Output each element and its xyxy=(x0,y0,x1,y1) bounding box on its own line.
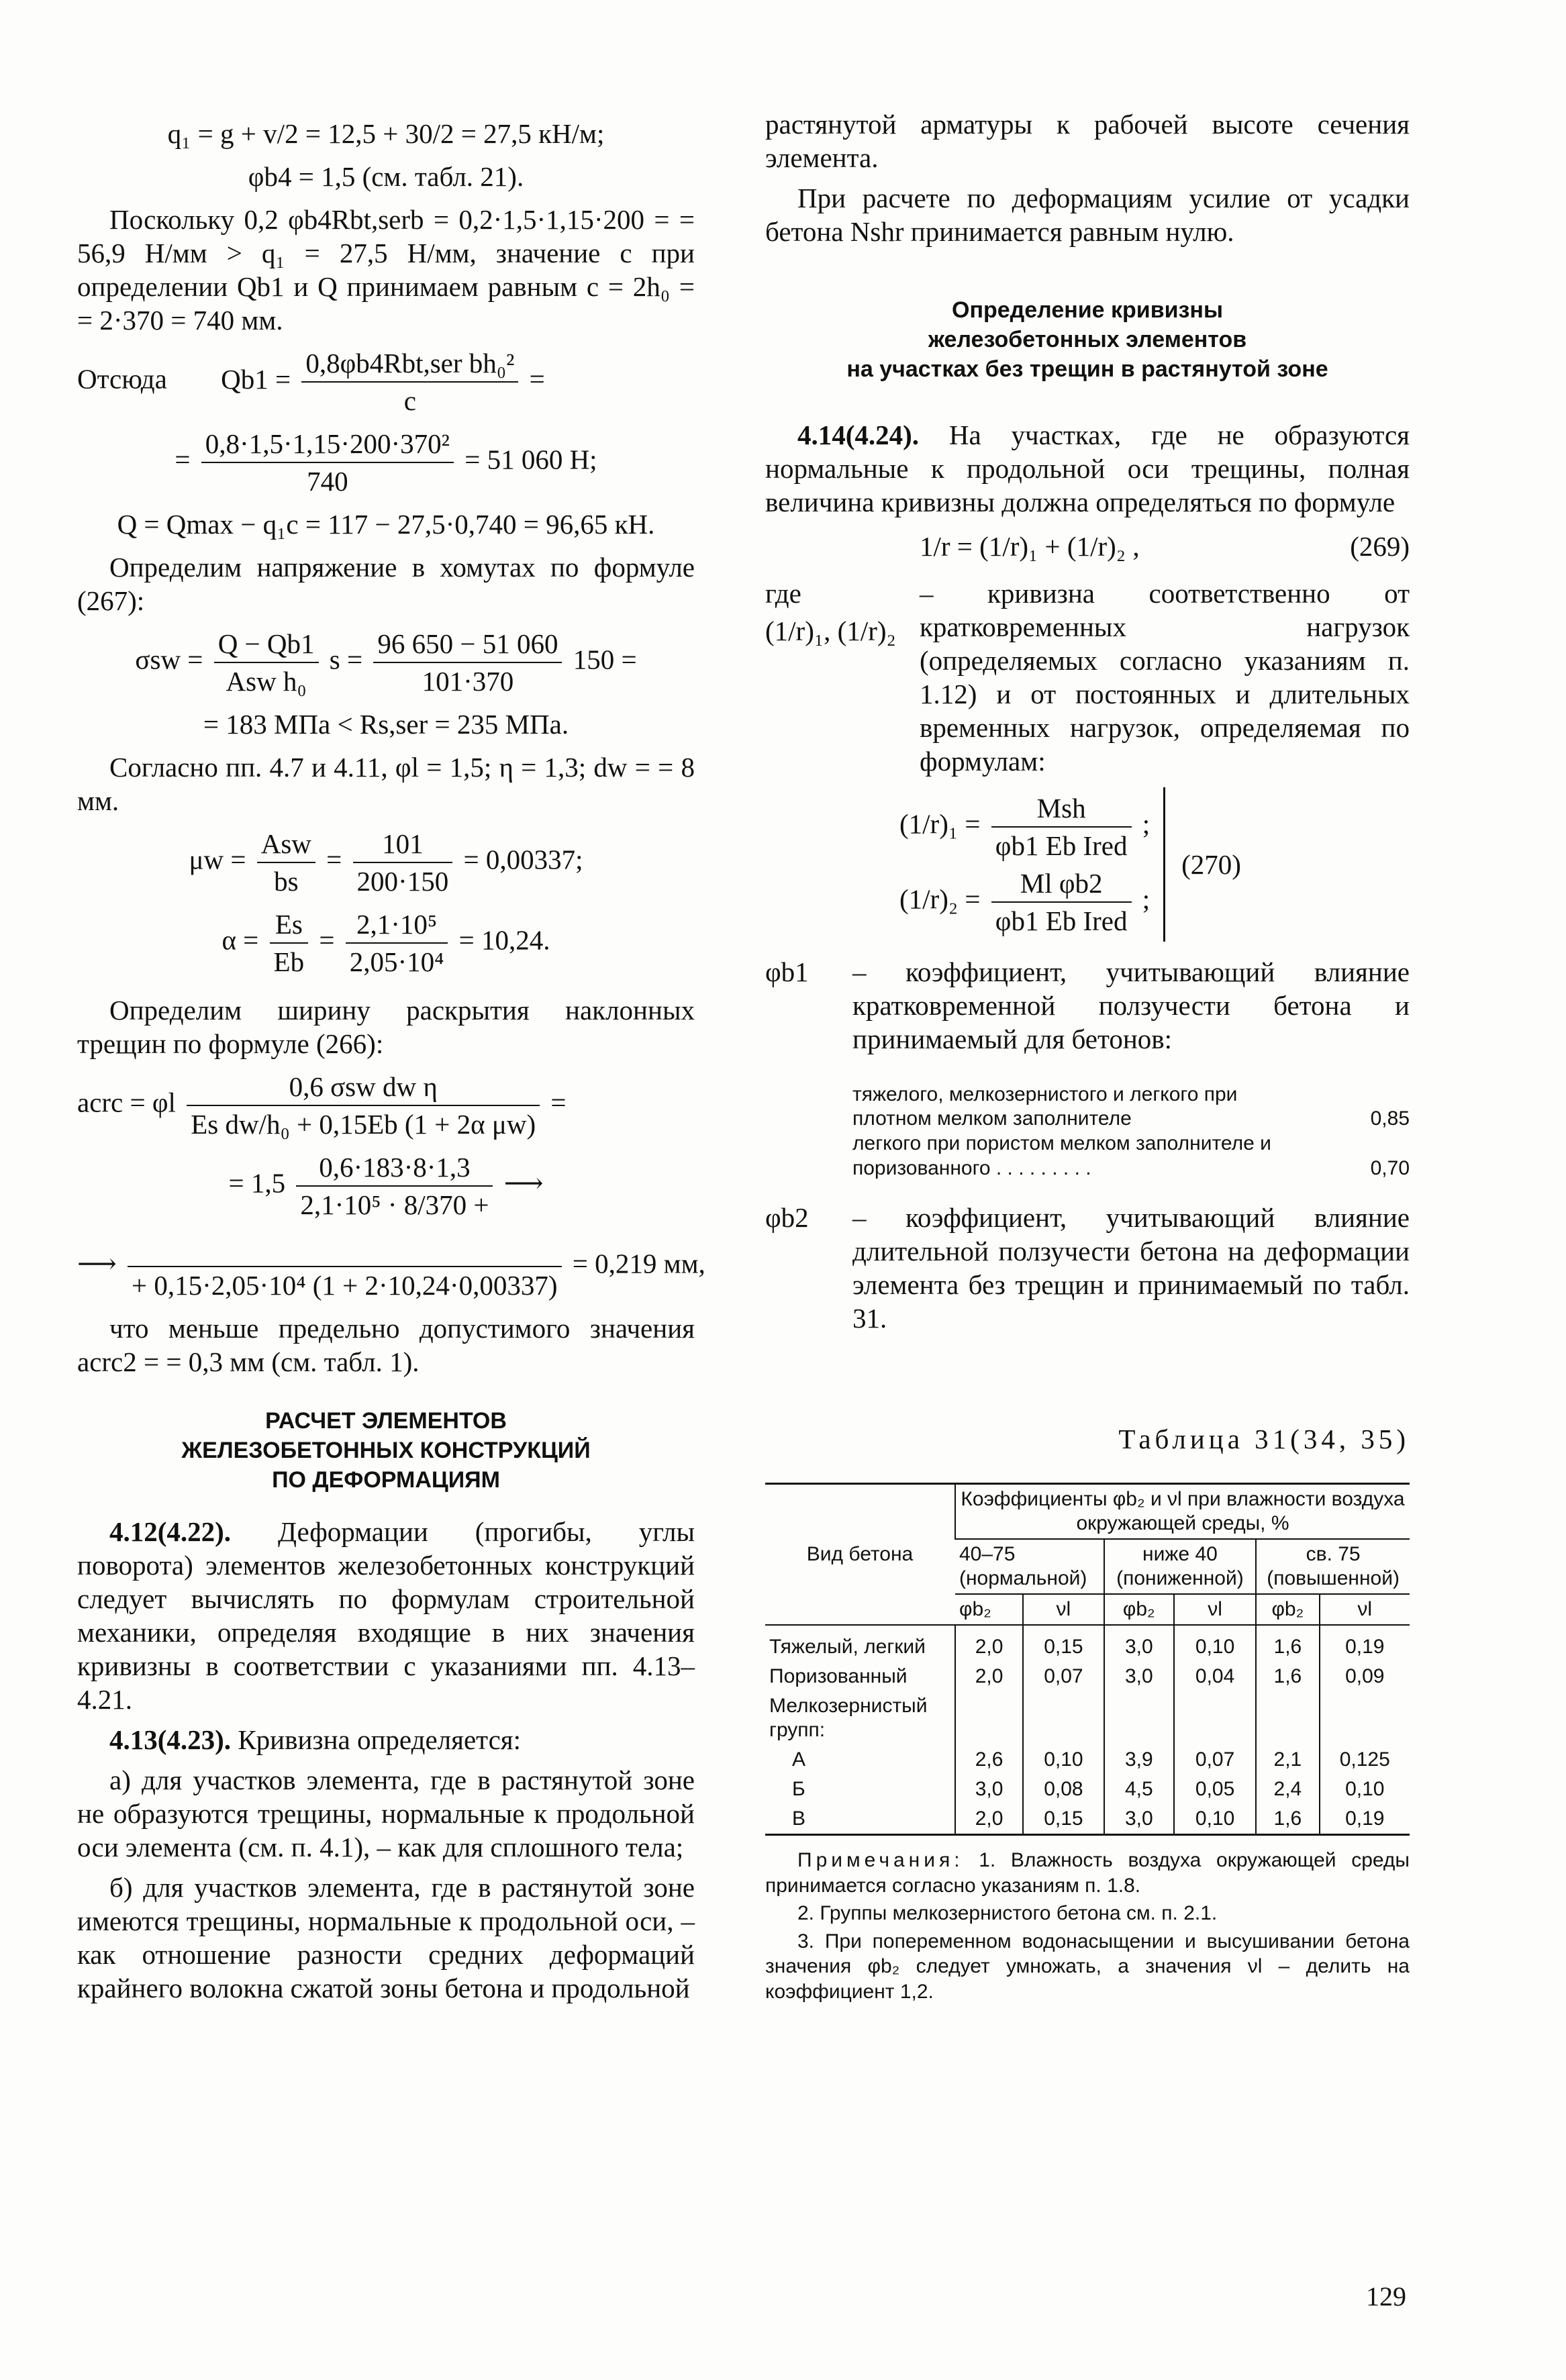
table-cell-name: А xyxy=(792,1748,806,1771)
table-cell xyxy=(1104,1691,1174,1745)
equation-sigma-sw-denominator-2: 101·370 xyxy=(422,666,514,697)
equation-mu-w-fraction-1 xyxy=(257,827,315,898)
table-cell: 3,0 xyxy=(955,1775,1023,1804)
equation-mu-w xyxy=(77,827,695,898)
equation-acrc-result-numerator xyxy=(128,1231,561,1267)
table-cell: 2,4 xyxy=(1256,1775,1319,1804)
table-cell: 0,07 xyxy=(1023,1662,1104,1691)
table-cell: 1,6 xyxy=(1256,1625,1319,1662)
paragraph-4-13 xyxy=(77,1723,695,1756)
table-cell: 0,09 xyxy=(1320,1662,1410,1691)
equation-sigma-sw-numerator-2: 96 650 − 51 060 xyxy=(373,627,562,663)
table-cell: 0,125 xyxy=(1320,1745,1410,1775)
paragraph-less: что меньше предельно допустимого значения acrc2 = = 0,3 мм (см. табл. 1). xyxy=(77,1313,695,1378)
material-heavy-label: тяжелого, мелкозернистого и легкого при плотном мелком заполнителе xyxy=(852,1083,1238,1130)
table-subheader: νl xyxy=(1320,1594,1410,1625)
table-cell: 2,0 xyxy=(955,1662,1023,1691)
equation-acrc-result-arrow: ⟶ xyxy=(77,1248,117,1279)
table-row xyxy=(765,1745,1410,1775)
table-title: Таблица 31(34, 35) xyxy=(1118,1424,1410,1455)
page-number: 129 xyxy=(1366,2281,1406,2312)
table-cell: 2,0 xyxy=(955,1804,1023,1835)
equation-acrc-result xyxy=(77,1231,705,1302)
definition-phi-b1-symbol: φb1 xyxy=(765,956,809,987)
table-subheader: φb₂ xyxy=(955,1594,1023,1625)
note-1-text: 1. Влажность воздуха окружающей среды принимается согласно указаниям п. 1.8. xyxy=(765,1849,1410,1897)
table-cell: 4,5 xyxy=(1104,1775,1174,1804)
equation-sigma-sw xyxy=(77,627,695,698)
equation-alpha-tail: = 10,24. xyxy=(458,924,550,956)
table-cell: 1,6 xyxy=(1256,1804,1319,1835)
paragraph-shrinkage: При расчете по деформациям усилие от усадки бетона Nshr принимается равным нулю. xyxy=(765,183,1410,248)
paragraph-width: Определим ширину раскрытия наклонных трещин по формуле (266): xyxy=(77,995,695,1060)
equation-mu-w-equals: = xyxy=(326,844,342,875)
table-cell xyxy=(1023,1691,1104,1745)
equation-alpha-fraction-1 xyxy=(270,907,309,979)
table-cell-name: Тяжелый, легкий xyxy=(769,1636,926,1658)
definition-phi-b1 xyxy=(765,955,1410,1056)
table-row xyxy=(765,1691,1410,1745)
table-row xyxy=(765,1662,1410,1691)
equation-270a-numerator: Msh xyxy=(991,791,1132,828)
table-cell: 0,19 xyxy=(1320,1625,1410,1662)
section-heading-calculation xyxy=(77,1406,695,1495)
paragraph-since: Поскольку 0,2 φb4Rbt,serb = 0,2·1,5·1,15·200 = = 56,9 Н/мм > q₁ = 27,5 Н/мм, значение c при определении Qb1 и Q принимаем равным c = 2h₀ = = 2·370 = 740 мм. xyxy=(77,204,695,336)
table-cell: 3,0 xyxy=(1104,1804,1174,1835)
equation-mu-w-tail: = 0,00337; xyxy=(463,844,583,875)
equation-acrc-numeric-arrow: ⟶ xyxy=(503,1167,544,1199)
clause-number-4-12: 4.12(4.22). xyxy=(109,1516,232,1548)
equation-alpha-numerator-2: 2,1·10⁵ xyxy=(346,907,448,944)
equation-acrc-fraction xyxy=(187,1070,540,1141)
table-cell-name: Поризованный xyxy=(769,1665,908,1688)
note-1 xyxy=(765,1848,1410,1898)
table-row xyxy=(765,1625,1410,1662)
table-cell: 3,0 xyxy=(1104,1625,1174,1662)
equation-qb1-value-fraction xyxy=(201,427,454,498)
equation-qb1-numerator: 0,8φb4Rbt,ser bh₀² xyxy=(301,346,518,383)
equation-270a-lhs: (1/r)₁ = xyxy=(899,808,981,840)
equation-qb1 xyxy=(77,346,695,417)
equation-alpha-denominator-2: 2,05·10⁴ xyxy=(349,946,444,978)
equation-sigma-sw-fraction-2 xyxy=(373,627,562,698)
table-cell: 0,15 xyxy=(1023,1625,1104,1662)
equation-phi-b4: φb4 = 1,5 (см. табл. 21). xyxy=(248,161,524,193)
equation-mu-w-fraction-2 xyxy=(353,827,453,898)
table-notes xyxy=(765,1848,1410,2004)
table-cell-name: В xyxy=(792,1807,806,1830)
table-cell xyxy=(1320,1691,1410,1745)
definition-phi-b2-symbol: φb2 xyxy=(765,1202,809,1234)
equation-270b-separator: ; xyxy=(1142,883,1151,915)
equation-270a-fraction xyxy=(991,791,1132,862)
material-light-value: 0,70 xyxy=(1370,1156,1410,1179)
equation-alpha-lhs: α = xyxy=(222,924,259,956)
equation-alpha-denominator-1: Eb xyxy=(273,946,305,978)
paragraph-4-12 xyxy=(77,1515,695,1716)
equation-qb1-tail: = xyxy=(529,363,545,395)
equation-270b-denominator: φb1 Eb Ired xyxy=(995,905,1128,936)
heading-line-3: ПО ДЕФОРМАЦИЯМ xyxy=(272,1467,500,1493)
equation-270b-numerator: Ml φb2 xyxy=(991,866,1132,903)
equation-mu-w-numerator-2: 101 xyxy=(353,827,453,863)
paragraph-according: Согласно пп. 4.7 и 4.11, φl = 1,5; η = 1,3; dw = = 8 мм. xyxy=(77,752,695,817)
equation-sigma-sw-fraction-1 xyxy=(214,627,319,698)
table-subheader: φb₂ xyxy=(1256,1594,1319,1625)
clause-number-4-13: 4.13(4.23). xyxy=(109,1724,232,1756)
equation-270b-fraction xyxy=(991,866,1132,938)
table-cell xyxy=(1256,1691,1319,1745)
table-cell: 0,10 xyxy=(1023,1745,1104,1775)
material-list xyxy=(852,1083,1410,1181)
table-cell: 0,19 xyxy=(1320,1804,1410,1835)
equation-sigma-sw-numerator-1: Q − Qb1 xyxy=(214,627,319,663)
table-cell: 1,6 xyxy=(1256,1662,1319,1691)
table-cell: 2,1 xyxy=(1256,1745,1319,1775)
paragraph-4-14 xyxy=(765,418,1410,519)
table-header-type: Вид бетона xyxy=(765,1484,955,1626)
table-cell: 2,6 xyxy=(955,1745,1023,1775)
table-cell: 3,0 xyxy=(1104,1662,1174,1691)
table-cell: 0,08 xyxy=(1023,1775,1104,1804)
material-row-heavy xyxy=(852,1083,1410,1132)
where-label: где xyxy=(765,577,801,609)
equation-sigma-sw-tail: 150 = xyxy=(573,644,637,675)
equation-qb1-lhs: Qb1 = xyxy=(221,363,291,395)
equation-269-number: (269) xyxy=(1350,530,1410,562)
equation-sigma-sw-result: = 183 МПа < Rs,ser = 235 МПа. xyxy=(203,709,569,740)
equation-acrc-result-fraction xyxy=(128,1231,561,1302)
equation-sigma-sw-denominator-1: Asw h₀ xyxy=(226,666,307,697)
equation-acrc-result-denominator: + 0,15·2,05·10⁴ (1 + 2·10,24·0,00337) xyxy=(132,1270,558,1301)
equation-270a-separator: ; xyxy=(1142,808,1151,840)
equation-269-row xyxy=(765,530,1410,563)
equation-270b xyxy=(899,866,1150,938)
table-cell xyxy=(1174,1691,1256,1745)
material-heavy-value: 0,85 xyxy=(1370,1107,1410,1130)
table-cell-name: Б xyxy=(792,1778,805,1801)
note-3: 3. При попеременном водонасыщении и высушивании бетона значения φb₂ следует умножать, а значения νl – делить на коэффициент 1,2. xyxy=(765,1930,1410,2003)
table-header-group-low: ниже 40 (пониженной) xyxy=(1104,1539,1257,1594)
paragraph-item-b: б) для участков элемента, где в растянутой зоне имеются трещины, нормальные к продольной оси, – как отношение разности средних деформаций крайнего волокна сжатой зоны бетона и продольной xyxy=(77,1872,695,2004)
equation-270-number: (270) xyxy=(1181,848,1241,880)
equation-269: 1/r = (1/r)₁ + (1/r)₂ , xyxy=(920,530,1140,562)
heading-line-1: Определение кривизны xyxy=(952,297,1223,324)
equation-q1: q₁ = g + v/2 = 12,5 + 30/2 = 27,5 кН/м; xyxy=(167,118,605,149)
heading-line-3: на участках без трещин в растянутой зоне xyxy=(846,356,1328,383)
table-cell: 3,9 xyxy=(1104,1745,1174,1775)
equation-sigma-sw-mid: s = xyxy=(329,644,363,675)
table-cell: 0,15 xyxy=(1023,1804,1104,1835)
section-heading-curvature xyxy=(765,295,1410,385)
equation-270-block xyxy=(765,787,1410,942)
table-row xyxy=(765,1804,1410,1835)
equation-qb1-value-numerator: 0,8·1,5·1,15·200·370² xyxy=(201,427,454,463)
table-31 xyxy=(765,1483,1410,1836)
clause-text-4-12: Деформации (прогибы, углы поворота) элементов железобетонных конструкций следует вычислять по формулам строительной механики, определяя входящие в них значения кривизны в соответствии с указаниями пп. 4.13–4.21. xyxy=(77,1516,695,1716)
equation-alpha-fraction-2 xyxy=(346,907,448,979)
table-cell: 0,04 xyxy=(1174,1662,1256,1691)
equation-acrc-numeric-numerator: 0,6·183·8·1,3 xyxy=(296,1150,493,1187)
where-symbols-block xyxy=(765,577,920,778)
where-definition xyxy=(765,577,1410,778)
table-header-group-normal: 40–75 (нормальной) xyxy=(955,1539,1104,1594)
clause-text-4-14: На участках, где не образуются нормальные к продольной оси трещины, полная величина кривизны должна определяться по формуле xyxy=(765,419,1410,517)
where-text: – кривизна соответственно от кратковременных нагрузок (определяемых согласно указаниям п. 1.12) и от постоянных и длительных временных нагрузок, определяемая по формулам: xyxy=(920,577,1410,777)
equation-qb1-value-pre: = xyxy=(175,444,191,475)
equation-acrc xyxy=(77,1070,695,1141)
equation-acrc-tail: = xyxy=(550,1087,567,1118)
right-column xyxy=(765,107,1410,2007)
table-subheader: νl xyxy=(1174,1594,1256,1625)
table-header-group-high: св. 75 (повышенной) xyxy=(1256,1539,1410,1594)
equation-qb1-denominator: c xyxy=(403,385,416,417)
table-cell: 0,10 xyxy=(1174,1625,1256,1662)
clause-number-4-14: 4.14(4.24). xyxy=(797,419,920,450)
table-cell: 2,0 xyxy=(955,1625,1023,1662)
equation-mu-w-lhs: μw = xyxy=(189,844,246,875)
notes-label: Примечания: xyxy=(797,1849,964,1872)
equation-acrc-numerator: 0,6 σsw dw η xyxy=(187,1070,540,1106)
equation-q: Q = Qmax − q₁c = 117 − 27,5·0,740 = 96,65 кН. xyxy=(117,509,655,540)
table-row xyxy=(765,1775,1410,1804)
paragraph-item-a: а) для участков элемента, где в растянутой зоне не образуются трещины, нормальные к продольной оси элемента (см. п. 4.1), – как для сплошного тела; xyxy=(77,1765,695,1863)
table-cell: 0,10 xyxy=(1320,1775,1410,1804)
clause-text-4-13: Кривизна определяется: xyxy=(238,1724,522,1756)
table-header-coefficients: Коэффициенты φb₂ и νl при влажности воздуха окружающей среды, % xyxy=(955,1484,1410,1540)
heading-line-2: железобетонных элементов xyxy=(928,327,1247,353)
table-cell-name: Мелкозернистый групп: xyxy=(769,1695,928,1742)
equation-sigma-sw-lhs: σsw = xyxy=(135,644,203,675)
material-row-light xyxy=(852,1132,1410,1181)
paragraph-stress: Определим напряжение в хомутах по формуле (267): xyxy=(77,552,695,617)
table-subheader: νl xyxy=(1023,1594,1104,1625)
equation-mu-w-numerator-1: Asw xyxy=(257,827,315,863)
equation-qb1-value-tail: = 51 060 Н; xyxy=(464,444,597,475)
equation-acrc-lhs: acrc = φl xyxy=(77,1087,176,1118)
equation-270a-denominator: φb1 Eb Ired xyxy=(995,830,1128,861)
definition-phi-b2 xyxy=(765,1201,1410,1335)
equation-qb1-value-denominator: 740 xyxy=(307,466,348,497)
equation-acrc-numeric-fraction xyxy=(296,1150,493,1222)
table-cell xyxy=(955,1691,1023,1745)
equation-qb1-fraction xyxy=(301,346,518,417)
equation-acrc-numeric xyxy=(77,1150,695,1222)
table-subheader: φb₂ xyxy=(1104,1594,1174,1625)
equation-acrc-numeric-denominator: 2,1·10⁵ · 8/370 + xyxy=(300,1189,489,1221)
equation-qb1-label: Отсюда xyxy=(77,363,167,395)
left-column xyxy=(77,107,705,2012)
definition-phi-b2-text: – коэффициент, учитывающий влияние длительной ползучести бетона на деформации элемента без трещин и принимаемый по табл. 31. xyxy=(852,1202,1410,1334)
heading-line-1: РАСЧЕТ ЭЛЕМЕНТОВ xyxy=(265,1407,507,1434)
equation-270b-lhs: (1/r)₂ = xyxy=(899,883,981,915)
definition-phi-b1-text: – коэффициент, учитывающий влияние кратковременной ползучести бетона и принимаемый для бетонов: xyxy=(852,956,1410,1054)
equation-mu-w-denominator-1: bs xyxy=(274,866,299,897)
material-light-label: легкого при пористом мелком заполнителе и поризованного . . . . . . . . . xyxy=(852,1132,1271,1179)
paragraph-continued: растянутой арматуры к рабочей высоте сечения элемента. xyxy=(765,109,1410,174)
table-cell: 0,05 xyxy=(1174,1775,1256,1804)
equation-acrc-result-tail: = 0,219 мм, xyxy=(572,1248,705,1279)
equation-mu-w-denominator-2: 200·150 xyxy=(356,866,449,897)
table-cell: 0,10 xyxy=(1174,1804,1256,1835)
equation-alpha-numerator-1: Es xyxy=(270,907,309,944)
equation-270-system xyxy=(899,787,1165,942)
equation-alpha xyxy=(77,907,695,979)
table-cell: 0,07 xyxy=(1174,1745,1256,1775)
equation-acrc-denominator: Es dw/h₀ + 0,15Eb (1 + 2α μw) xyxy=(191,1109,536,1140)
note-2: 2. Группы мелкозернистого бетона см. п. 2.1. xyxy=(797,1902,1218,1925)
heading-line-2: ЖЕЛЕЗОБЕТОННЫХ КОНСТРУКЦИЙ xyxy=(181,1437,591,1463)
equation-270a xyxy=(899,791,1150,862)
equation-acrc-numeric-pre: = 1,5 xyxy=(228,1167,286,1199)
equation-alpha-equals: = xyxy=(319,924,335,956)
where-symbols: (1/r)₁, (1/r)₂ xyxy=(765,615,896,646)
equation-qb1-value xyxy=(77,427,695,498)
